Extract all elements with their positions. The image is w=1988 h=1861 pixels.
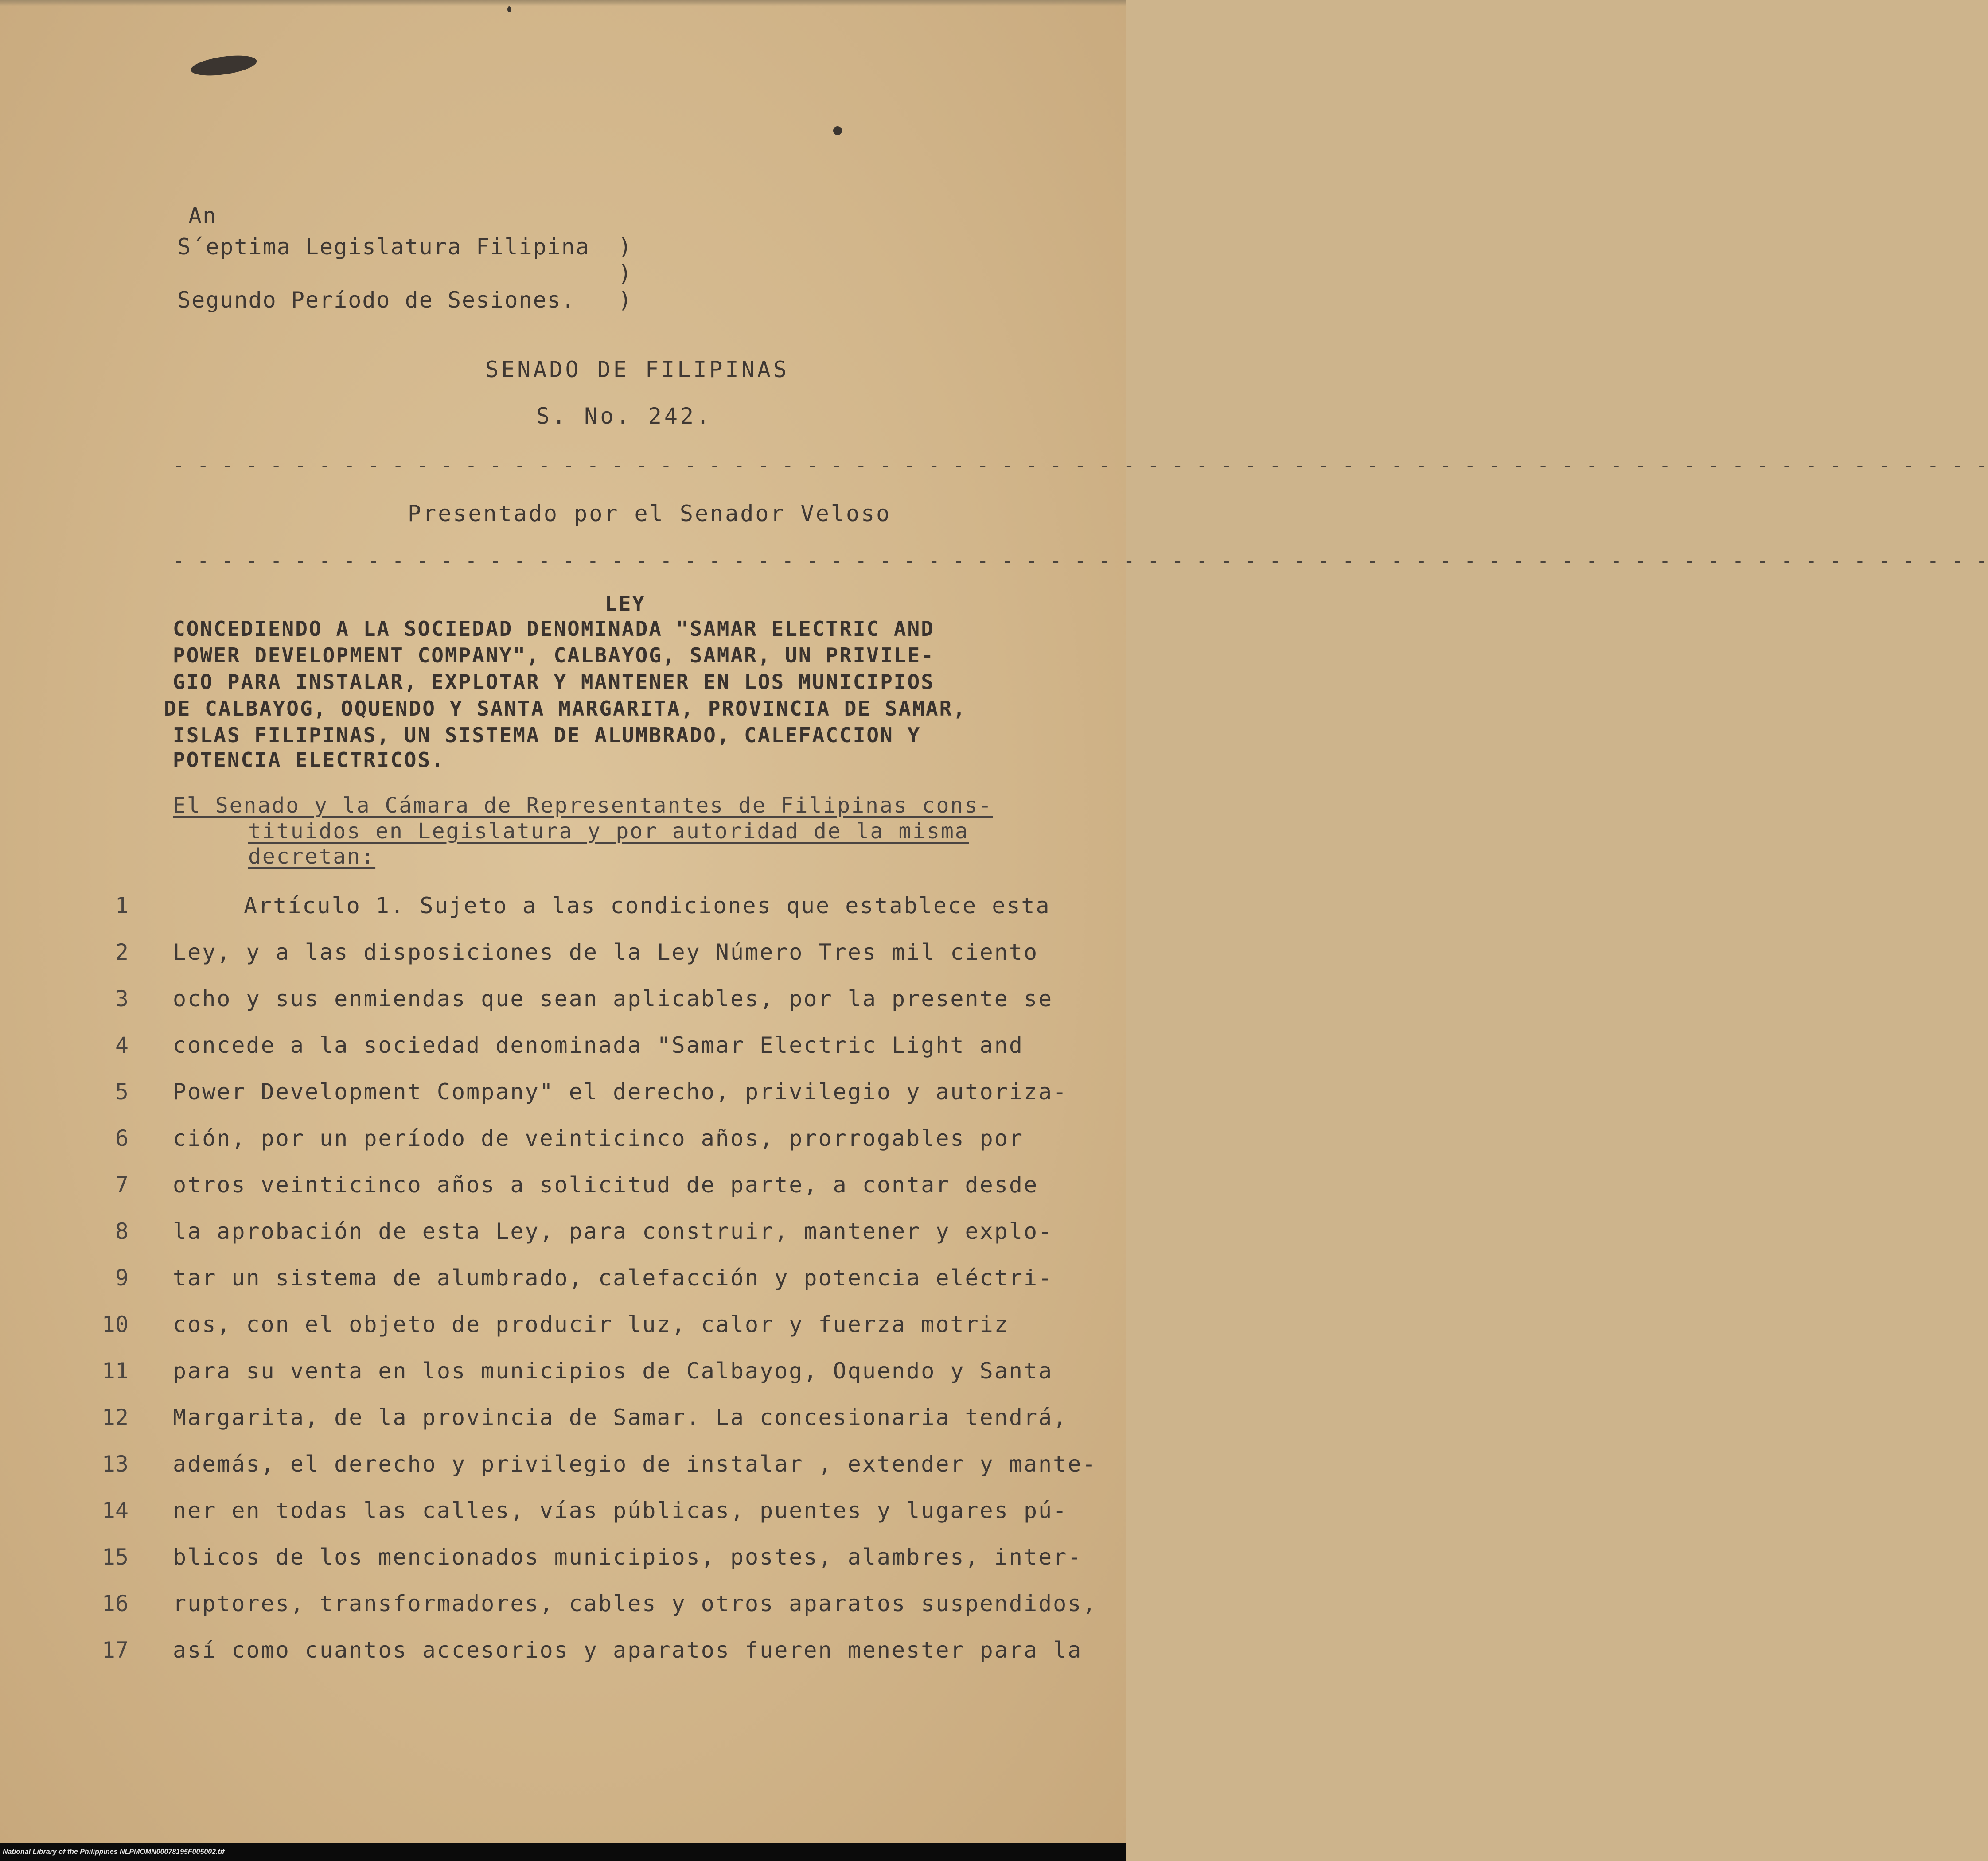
- header-legislature: S´eptima Legislatura Filipina: [177, 234, 590, 260]
- body-line: ner en todas las calles, vías públicas, puentes y lugares pú-: [173, 1498, 1068, 1523]
- line-number: 11: [101, 1358, 129, 1384]
- body-line: ocho y sus enmiendas que sean aplicables, por la presente se: [173, 986, 1053, 1012]
- line-number: 2: [115, 939, 129, 965]
- body-line: Artículo 1. Sujeto a las condiciones que establece esta: [244, 893, 1051, 919]
- bill-title-line: ISLAS FILIPINAS, UN SISTEMA DE ALUMBRADO, CALEFACCION Y: [173, 723, 921, 747]
- line-number: 16: [101, 1591, 129, 1616]
- divider-dashes: - - - - - - - - - - - - - - - - - - - - - - - - - - - - - - - - - - - - - - - - - - - - - - - - - - - - - - - - - - - - - - - - - - - - - - - - - - -: [173, 454, 1988, 477]
- body-line: la aprobación de esta Ley, para construir, mantener y explo-: [173, 1219, 1053, 1244]
- line-number: 10: [101, 1312, 129, 1337]
- body-line: ción, por un período de veinticinco años, prorrogables por: [173, 1125, 1024, 1151]
- bill-title-line: CONCEDIENDO A LA SOCIEDAD DENOMINADA "SAMAR ELECTRIC AND: [173, 617, 935, 641]
- line-number: 7: [115, 1172, 129, 1198]
- line-number: 4: [115, 1032, 129, 1058]
- ink-blot: [190, 52, 258, 79]
- bill-title-heading: LEY: [605, 592, 646, 615]
- body-line: blicos de los mencionados municipios, postes, alambres, inter-: [173, 1544, 1083, 1570]
- enacting-clause-line: tituidos en Legislatura y por autoridad de la misma: [248, 819, 969, 844]
- line-number: 15: [101, 1544, 129, 1570]
- line-number: 9: [115, 1265, 129, 1291]
- line-number: 8: [115, 1219, 129, 1244]
- line-number: 5: [115, 1079, 129, 1105]
- top-edge-shadow: [0, 0, 1126, 6]
- senate-heading: SENADO DE FILIPINAS: [485, 357, 789, 382]
- bill-title-line: GIO PARA INSTALAR, EXPLOTAR Y MANTENER EN LOS MUNICIPIOS: [173, 670, 935, 694]
- presented-by: Presentado por el Senador Veloso: [408, 501, 892, 526]
- line-number: 12: [101, 1405, 129, 1430]
- body-line: para su venta en los municipios de Calbayog, Oquendo y Santa: [173, 1358, 1053, 1384]
- bracket-symbol: ): [618, 234, 632, 260]
- bill-title-line: POTENCIA ELECTRICOS.: [173, 748, 445, 772]
- enacting-clause-line: El Senado y la Cámara de Representantes de Filipinas cons-: [173, 793, 993, 818]
- bracket-symbol: ): [618, 287, 632, 313]
- body-line: cos, con el objeto de producir luz, calor y fuerza motriz: [173, 1312, 1009, 1337]
- line-number: 3: [115, 986, 129, 1012]
- line-number: 13: [101, 1451, 129, 1477]
- ink-speck: [833, 126, 842, 135]
- line-number: 1: [115, 893, 129, 919]
- body-line: ruptores, transformadores, cables y otros aparatos suspendidos,: [173, 1591, 1097, 1616]
- header-session: Segundo Período de Sesiones.: [177, 287, 576, 313]
- body-line: concede a la sociedad denominada "Samar Electric Light and: [173, 1032, 1024, 1058]
- body-line: así como cuantos accesorios y aparatos fueren menester para la: [173, 1637, 1083, 1663]
- body-line: otros veinticinco años a solicitud de parte, a contar desde: [173, 1172, 1039, 1198]
- footer-text: National Library of the Philippines NLPMOMN00078195F005002.tif: [3, 1848, 225, 1856]
- header-an: An: [188, 203, 217, 229]
- body-line: Margarita, de la provincia de Samar. La concesionaria tendrá,: [173, 1405, 1068, 1430]
- line-number: 14: [101, 1498, 129, 1523]
- enacting-clause-line: decretan:: [248, 844, 376, 869]
- line-number: 17: [101, 1637, 129, 1663]
- bracket-symbol: ): [618, 261, 632, 286]
- line-number: 6: [115, 1125, 129, 1151]
- body-line: tar un sistema de alumbrado, calefacción y potencia eléctri-: [173, 1265, 1053, 1291]
- scan-footer: [0, 1843, 1126, 1861]
- body-line: Power Development Company" el derecho, privilegio y autoriza-: [173, 1079, 1068, 1105]
- body-line: Ley, y a las disposiciones de la Ley Número Tres mil ciento: [173, 939, 1039, 965]
- bill-number: S. No. 242.: [536, 403, 713, 429]
- divider-dashes: - - - - - - - - - - - - - - - - - - - - - - - - - - - - - - - - - - - - - - - - - - - - - - - - - - - - - - - - - - - - - - - - - - - - - - - - - - -: [173, 549, 1988, 572]
- body-line: además, el derecho y privilegio de instalar , extender y mante-: [173, 1451, 1097, 1477]
- bill-title-line: DE CALBAYOG, OQUENDO Y SANTA MARGARITA, PROVINCIA DE SAMAR,: [164, 697, 967, 720]
- ink-speck: [507, 6, 511, 12]
- bill-title-line: POWER DEVELOPMENT COMPANY", CALBAYOG, SAMAR, UN PRIVILE-: [173, 643, 935, 667]
